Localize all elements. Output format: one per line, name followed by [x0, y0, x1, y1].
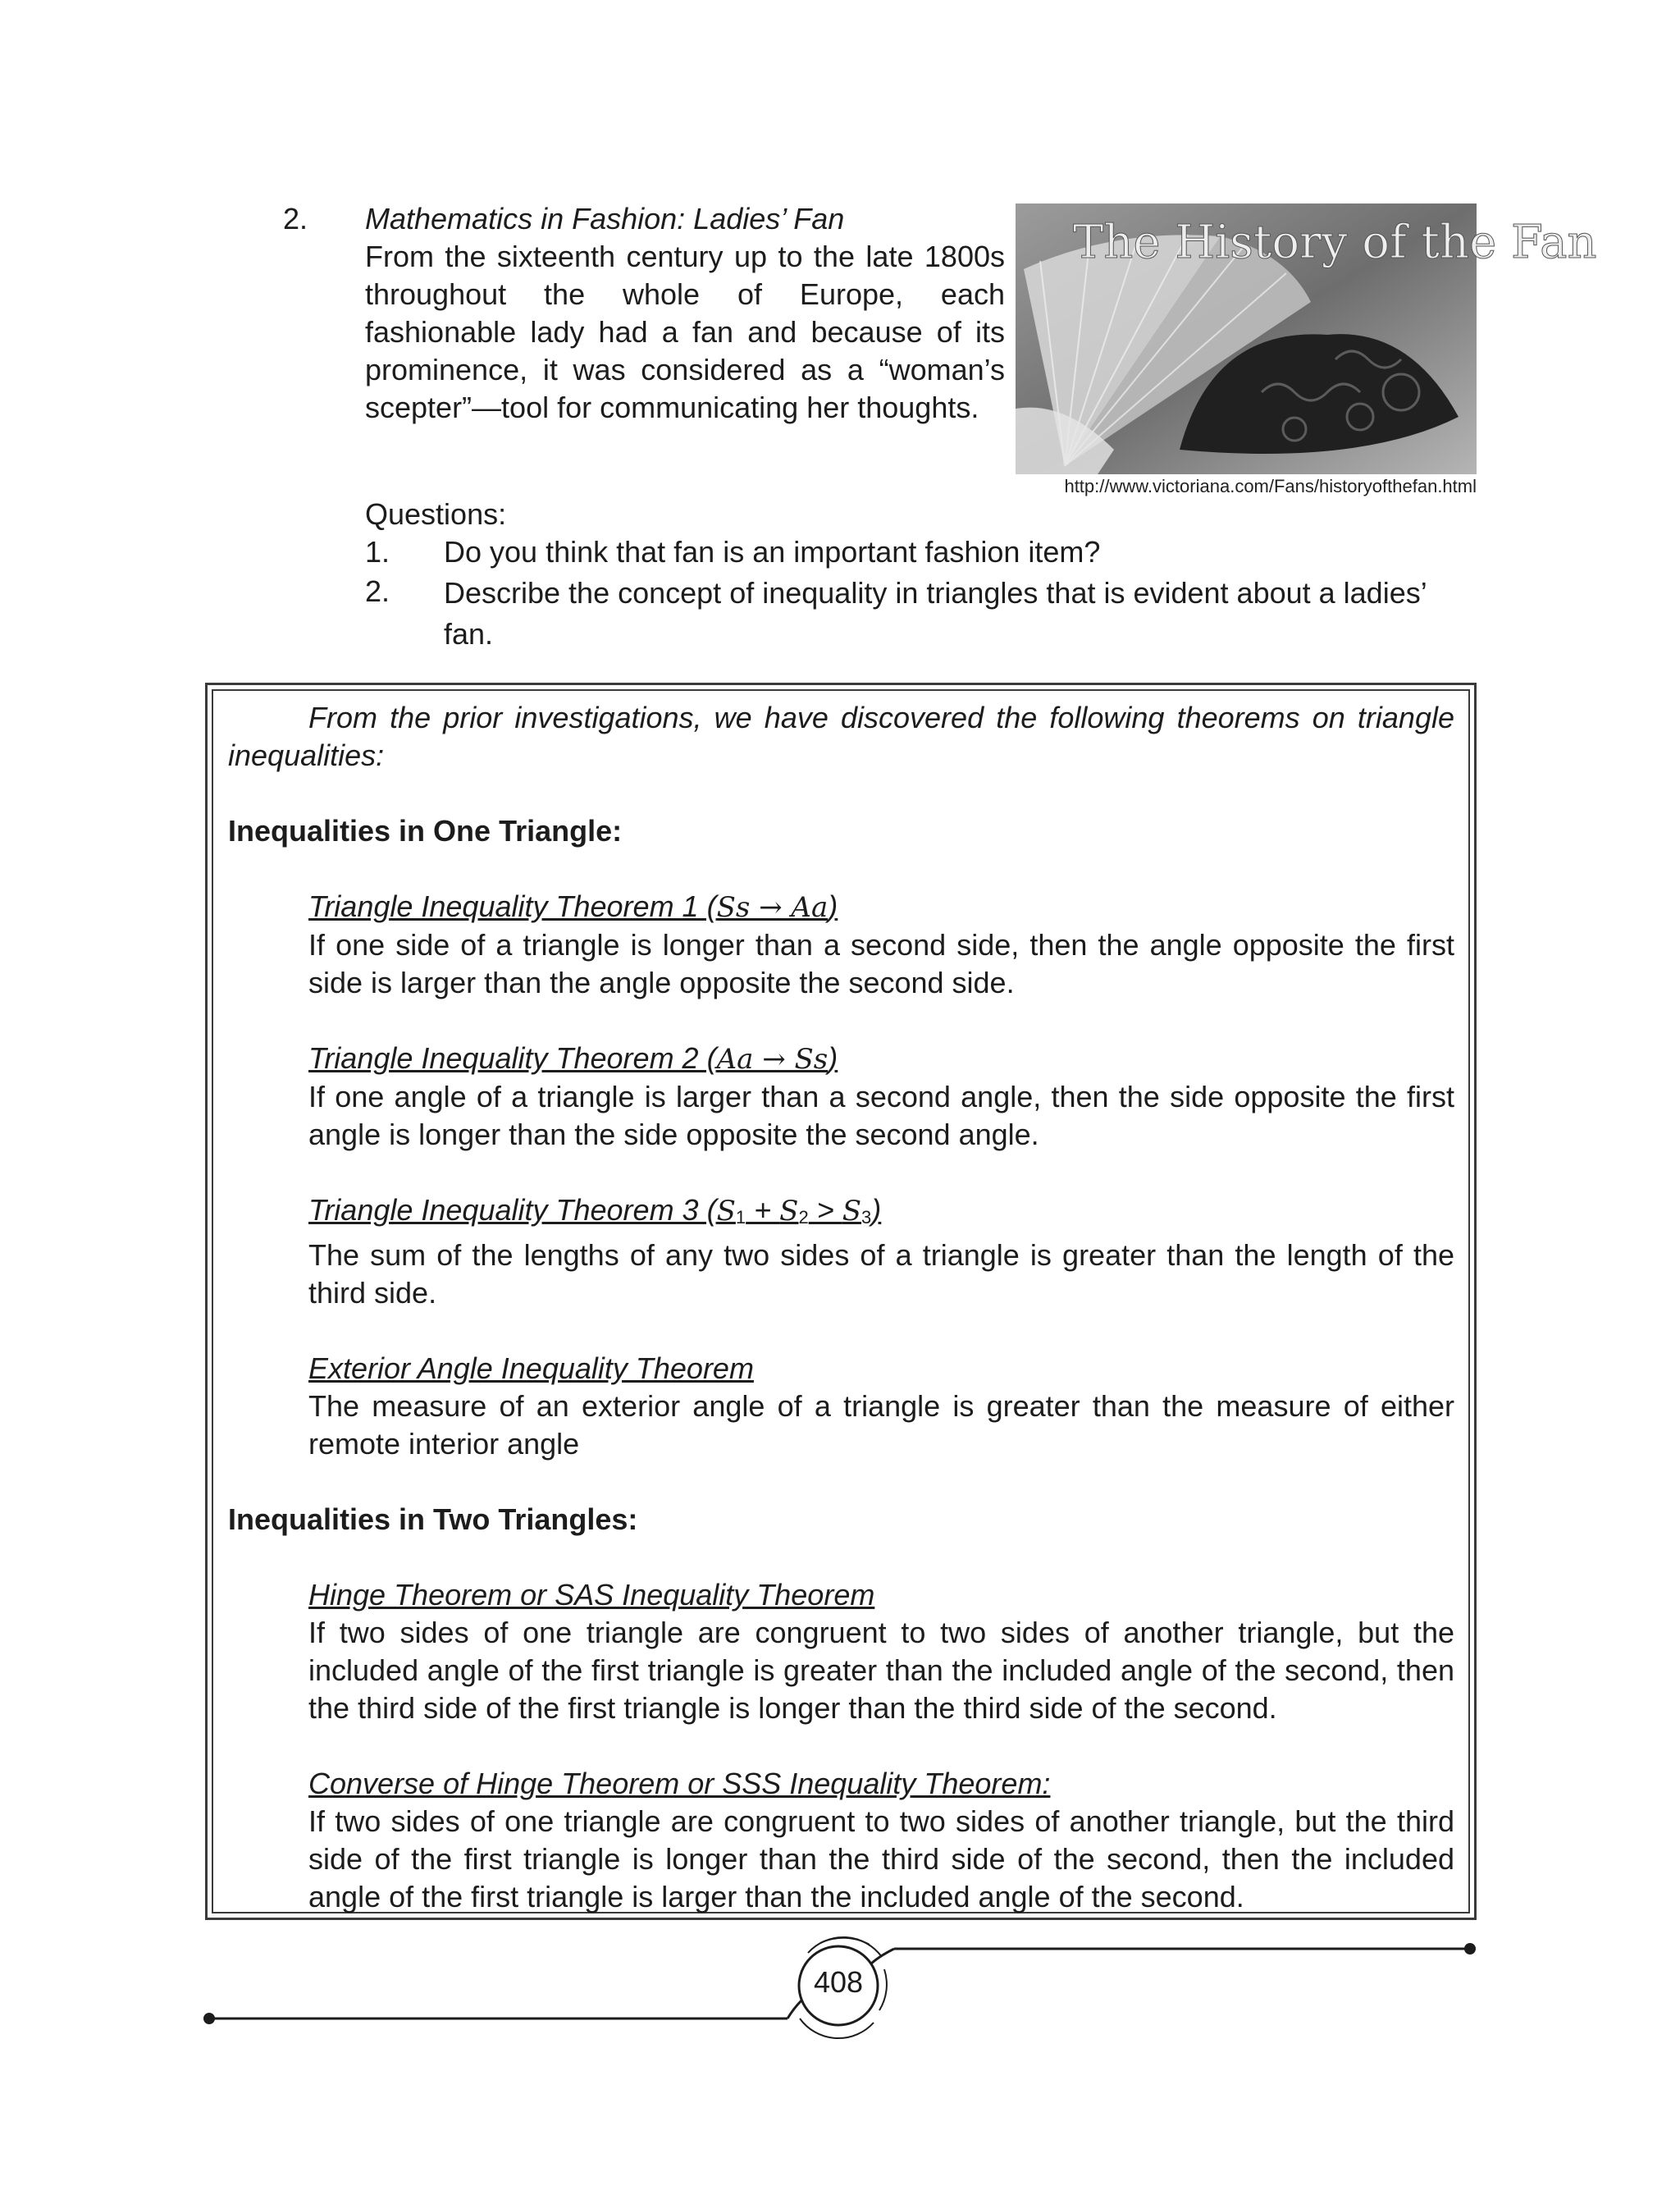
fan-image: [1016, 203, 1597, 474]
section-heading-one-triangle: Inequalities in One Triangle:: [228, 814, 623, 848]
theorem-4-body: The measure of an exterior angle of a triangle is greater than the measure of either remote interior angle: [308, 1389, 1454, 1461]
image-caption: http://www.victoriana.com/Fans/historyofthefan.html: [1064, 476, 1477, 496]
theorem-2-title: Triangle Inequality Theorem 2 (Aa → Ss): [308, 1041, 838, 1076]
question-text-2: Describe the concept of inequality in triangles that is evident about a ladies’ fan.: [444, 576, 1427, 651]
theorem-6: [308, 1765, 1454, 1916]
item-number: 2.: [283, 202, 308, 235]
questions-heading: Questions:: [365, 497, 507, 531]
question-text-1: Do you think that fan is an important fashion item?: [444, 535, 1101, 569]
theorem-1-title: Triangle Inequality Theorem 1 (Ss → Aa): [308, 889, 838, 924]
question-number-2: 2.: [365, 574, 390, 608]
theorem-5-body: If two sides of one triangle are congruent to two sides of another triangle, but the included angle of the first triangle is greater than the included angle of the second, then the third side of the first triangle is longer than the third side of the second.: [308, 1616, 1454, 1725]
theorem-5: [308, 1576, 1454, 1727]
theorem-3: [308, 1191, 1454, 1312]
section-heading-two-triangles: Inequalities in Two Triangles:: [228, 1502, 638, 1536]
theorem-3-body: The sum of the lengths of any two sides of a triangle is greater than the length of the third side.: [308, 1238, 1454, 1310]
page-number: 408: [813, 1965, 864, 1999]
theorem-1: [308, 888, 1454, 1002]
question-number-1: 1.: [365, 535, 390, 569]
theorem-2-body: If one angle of a triangle is larger than a second angle, then the side opposite the first angle is longer than the side opposite the second angle.: [308, 1080, 1454, 1151]
theorem-5-title: Hinge Theorem or SAS Inequality Theorem: [308, 1578, 875, 1612]
theorem-6-body: If two sides of one triangle are congruent to two sides of another triangle, but the third side of the first triangle is longer than the third side of the second, then the included angle of the first triangle is larger than the included angle of the second.: [308, 1804, 1454, 1913]
theorem-box-content: [228, 699, 1454, 1916]
item-paragraph: From the sixteenth century up to the late 1800s throughout the whole of Europe, each fashionable lady had a fan and because of its prominence, it was considered as a “woman’s scepter”—tool for communicating her thoughts.: [365, 240, 1005, 424]
theorem-2: [308, 1040, 1454, 1154]
theorem-3-title: Triangle Inequality Theorem 3 (S1 + S2 > S3): [308, 1193, 882, 1228]
item-title: Mathematics in Fashion: Ladies’ Fan: [365, 202, 845, 235]
theorem-6-title: Converse of Hinge Theorem or SSS Inequality Theorem:: [308, 1767, 1051, 1800]
theorem-4-title: Exterior Angle Inequality Theorem: [308, 1351, 754, 1385]
fan-banner-text: The History of the Fan: [1073, 216, 1597, 269]
theorem-1-body: If one side of a triangle is longer than a second side, then the angle opposite the first side is larger than the angle opposite the second side.: [308, 928, 1454, 999]
box-intro: From the prior investigations, we have discovered the following theorems on triangle inequalities:: [228, 701, 1454, 772]
theorem-4: [308, 1350, 1454, 1463]
